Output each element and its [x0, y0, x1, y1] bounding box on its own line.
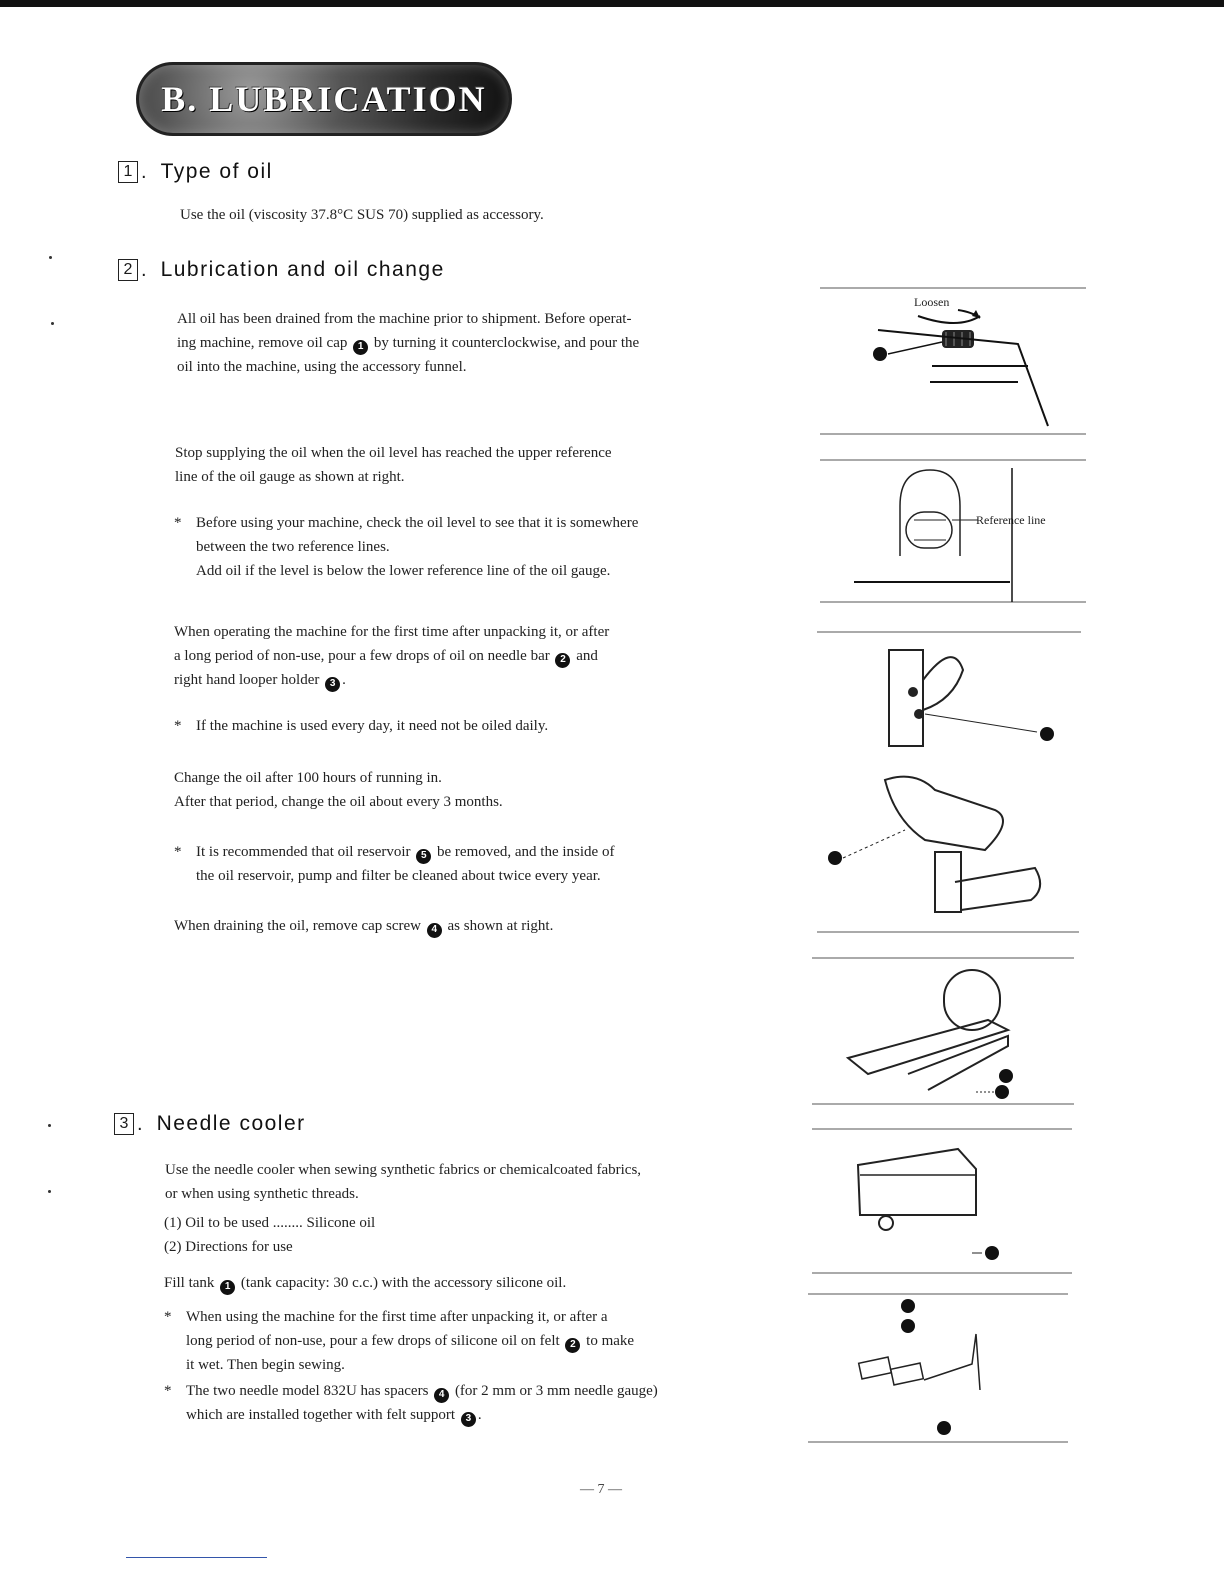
reference-line-label: Reference line	[976, 513, 1046, 527]
bullet-star: *	[174, 515, 182, 531]
section-3-list	[164, 1211, 764, 1259]
footer-rule	[126, 1557, 267, 1558]
callout-2-icon: 2	[555, 653, 570, 668]
bullet-star: *	[174, 718, 182, 734]
figure-oil-gauge	[818, 456, 1088, 606]
callout-2-icon	[901, 1299, 915, 1313]
callout-2-icon	[1040, 727, 1054, 741]
callout-5-icon	[995, 1085, 1009, 1099]
section-2-paragraph-1: All oil has been drained from the machine prior to shipment. Before operat- ing machine, remove oil cap 1 by turning it counterclockwise, and pour the oil into the machine, using the accessory funnel.	[177, 311, 640, 375]
spacer-drawing	[859, 1357, 892, 1379]
callout-2-icon: 2	[565, 1338, 580, 1353]
section-1-body: Use the oil (viscosity 37.8°C SUS 70) supplied as accessory.	[180, 207, 544, 223]
section-dot: .	[141, 258, 147, 281]
callout-1-icon	[985, 1246, 999, 1260]
callout-4-icon	[999, 1069, 1013, 1083]
callout-1-icon: 1	[220, 1280, 235, 1295]
spacer-drawing	[891, 1363, 924, 1385]
looper-holder-drawing	[885, 777, 1003, 850]
section-2-paragraph-3: When operating the machine for the first time after unpacking it, or after a long period of non-use, pour a few drops of oil on needle bar 2 and right hand looper holder 3 .	[174, 620, 779, 692]
callout-4-icon: 4	[427, 923, 442, 938]
margin-mark	[48, 1190, 51, 1193]
section-2-note-3: * It is recommended that oil reservoir 5 be removed, and the inside of the oil reservoir, pump and filter be cleaned about twice every year.	[174, 840, 780, 888]
callout-1-icon: 1	[353, 340, 368, 355]
section-dot: .	[137, 1112, 143, 1135]
section-title: Needle cooler	[156, 1112, 306, 1135]
section-3-paragraph-1: Use the needle cooler when sewing synthetic fabrics or chemicalcoated fabrics, or when using synthetic threads.	[165, 1162, 642, 1202]
list-item: (2) Directions for use	[164, 1239, 293, 1255]
chapter-title: B. LUBRICATION	[161, 79, 487, 119]
section-2-paragraph-5: When draining the oil, remove cap screw 4 as shown at right.	[174, 914, 779, 938]
figure-oil-cap	[818, 286, 1088, 438]
bullet-star: *	[164, 1309, 172, 1325]
callout-3-icon: 3	[325, 677, 340, 692]
list-item: (1) Oil to be used ........ Silicone oil	[164, 1215, 376, 1231]
section-title: Lubrication and oil change	[160, 258, 445, 281]
figure-felt-spacers	[804, 1290, 1074, 1450]
section-2-note-1: * Before using your machine, check the oil level to see that it is somewhere between the two reference lines. Add oil if the level is below the lower reference line of the oil gauge.	[174, 511, 780, 583]
top-scan-border	[0, 0, 1224, 7]
callout-3-icon	[901, 1319, 915, 1333]
section-3-note-2: * The two needle model 832U has spacers 4 (for 2 mm or 3 mm needle gauge) which are installed together with felt support 3 .	[164, 1379, 774, 1427]
callout-3-icon: 3	[461, 1412, 476, 1427]
callout-5-icon: 5	[416, 849, 431, 864]
margin-mark	[48, 1124, 51, 1127]
figure-needle-bar	[815, 620, 1085, 935]
section-2-heading	[118, 258, 445, 282]
section-2-note-2: * If the machine is used every day, it need not be oiled daily.	[174, 714, 780, 738]
callout-4-icon	[937, 1421, 951, 1435]
bullet-star: *	[164, 1383, 172, 1399]
section-1-heading	[118, 160, 273, 184]
section-title: Type of oil	[160, 160, 273, 183]
callout-4-icon: 4	[434, 1388, 449, 1403]
loosen-label: Loosen	[914, 295, 950, 309]
section-number: 3	[114, 1113, 134, 1135]
section-number: 1	[118, 161, 138, 183]
section-3-paragraph-2: Fill tank 1 (tank capacity: 30 c.c.) with the accessory silicone oil.	[164, 1271, 774, 1295]
figure-cooler-tank	[808, 1125, 1078, 1275]
margin-mark	[51, 322, 54, 325]
page-number: — 7 —	[580, 1482, 622, 1497]
figure-oil-reservoir	[808, 950, 1078, 1110]
section-2-paragraph-2: Stop supplying the oil when the oil level has reached the upper reference line of the oil gauge as shown at right.	[175, 445, 612, 485]
section-2-paragraph-4: Change the oil after 100 hours of running in. After that period, change the oil about every 3 months.	[174, 770, 503, 810]
section-3-note-1: * When using the machine for the first time after unpacking it, or after a long period of non-use, pour a few drops of silicone oil on felt 2 to make it wet. Then begin sewing.	[164, 1305, 774, 1377]
bullet-star: *	[174, 844, 182, 860]
callout-3-icon	[828, 851, 842, 865]
tank-drawing	[858, 1149, 976, 1215]
section-dot: .	[141, 160, 147, 183]
callout-1-icon	[873, 347, 887, 361]
section-number: 2	[118, 259, 138, 281]
chapter-title-badge	[136, 62, 512, 136]
needle-bar-drawing	[889, 650, 923, 746]
section-3-heading	[114, 1112, 306, 1136]
felt-support-drawing	[924, 1334, 980, 1390]
margin-mark	[49, 256, 52, 259]
